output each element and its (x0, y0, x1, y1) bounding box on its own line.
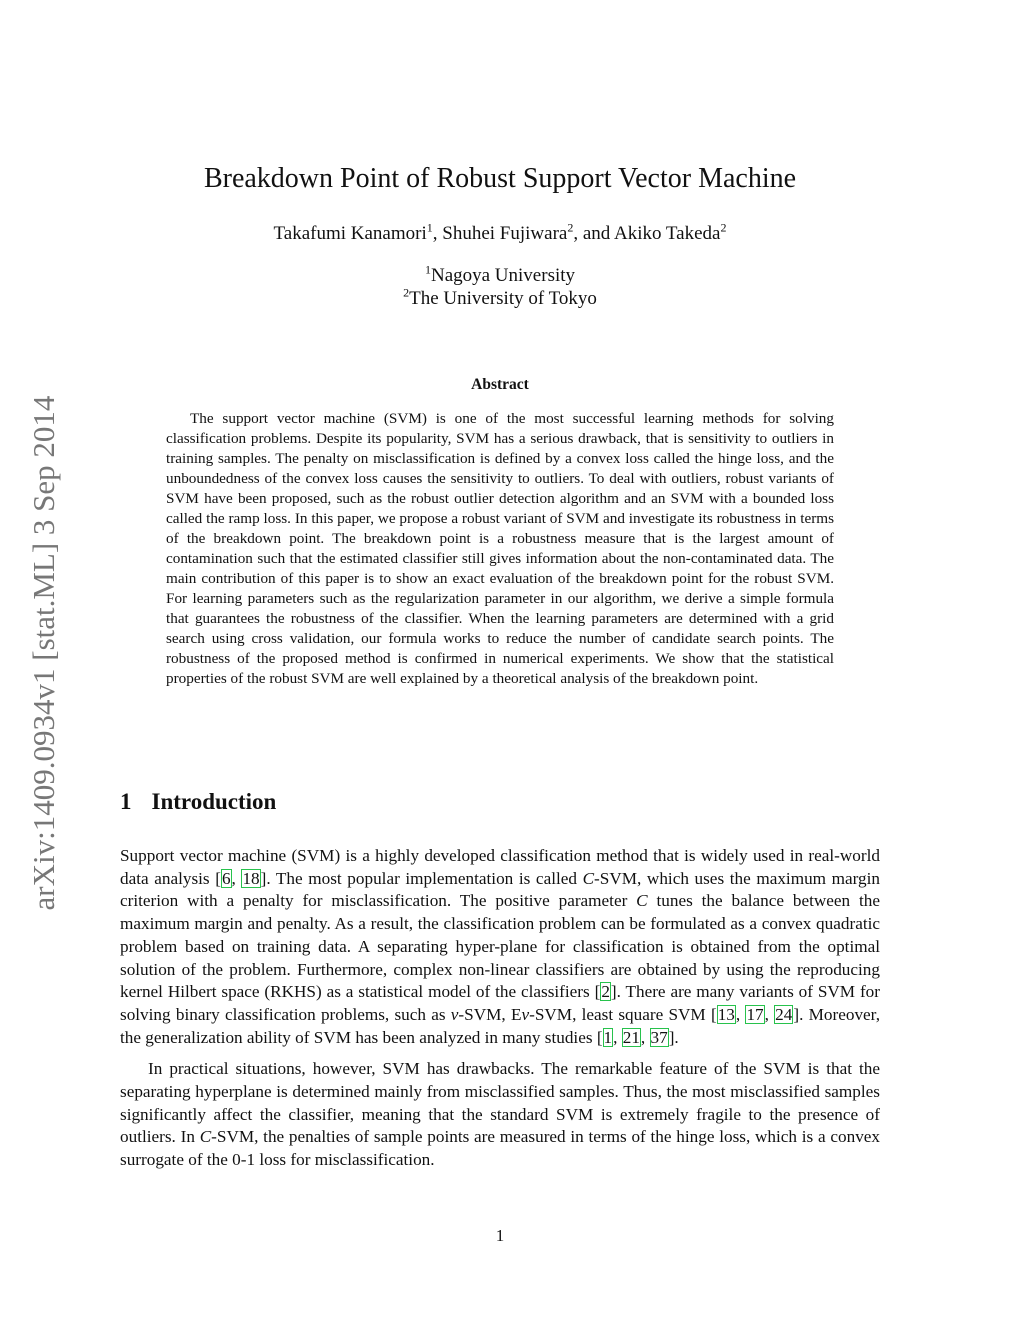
text-run: , (764, 1004, 775, 1024)
math-symbol: C (582, 868, 595, 888)
text-run: , (231, 868, 242, 888)
intro-paragraph (120, 1058, 880, 1172)
text-run: , (735, 1004, 746, 1024)
citation-link[interactable]: 6 (221, 868, 231, 888)
text-run: ]. The most popular implementation is called (260, 868, 583, 888)
math-symbol: ν (521, 1004, 530, 1024)
abstract-heading: Abstract (471, 376, 529, 393)
author-name: Takafumi Kanamori (273, 223, 427, 244)
text-run: In practical situations, however, SVM has drawbacks. The remarkable feature of the SVM is that the separating hyperplane is determined mainly from misclassified samples. Thus, the most misclassified samples significantly affect the classifier, meaning that the standard SVM is extremely fragile to the presence of outliers. In (120, 1059, 880, 1147)
text-run: ]. (668, 1027, 679, 1047)
affiliation-name: Nagoya University (430, 265, 576, 286)
text-run: , (613, 1027, 622, 1047)
author-separator: , (432, 223, 443, 244)
arxiv-identifier-text: arXiv:1409.0934v1 [stat.ML] 3 Sep 2014 (26, 395, 61, 911)
citation-link[interactable]: 24 (775, 1004, 793, 1024)
citation-link[interactable]: 37 (650, 1027, 668, 1047)
abstract-paragraph: The support vector machine (SVM) is one of the most successful learning methods for solving classification problems. Despite its popularity, SVM has a serious drawback, that is sensitivity to outliers in training samples. The penalty on misclassification is defined by a convex loss called the hinge loss, and the unboundedness of the convex loss causes the sensitivity to outliers. To deal with outliers, robust variants of SVM have been proposed, such as the robust outlier detection algorithm and an SVM with a bounded loss called the ramp loss. In this paper, we propose a robust variant of SVM and investigate its robustness in terms of the breakdown point. The breakdown point is a robustness measure that is the largest amount of contamination such that the estimated classifier still gives information about the non-contaminated data. The main contribution of this paper is to show an exact evaluation of the breakdown point for the robust SVM. For learning parameters such as the regularization parameter in our algorithm, we derive a simple formula that guarantees the robustness of the classifier. When the learning parameters are determined with a grid search using cross validation, our formula works to reduce the number of candidate search points. The robustness of the proposed method is confirmed in numerical experiments. We show that the statistical properties of the robust SVM are well explained by a theoretical analysis of the breakdown point. (166, 410, 834, 687)
affiliation-name: The University of Tokyo (409, 288, 597, 309)
text-run: -SVM, least square SVM [ (529, 1004, 717, 1024)
citation-link[interactable]: 13 (717, 1004, 735, 1024)
citation-link[interactable]: 18 (242, 868, 260, 888)
text-run: , (640, 1027, 650, 1047)
author-affiliation-mark: 2 (567, 220, 574, 235)
author-separator: , and (573, 223, 614, 244)
abstract-body (166, 409, 834, 689)
paper-title: Breakdown Point of Robust Support Vector Machine (203, 163, 797, 194)
intro-paragraph (120, 845, 880, 1049)
affiliation-mark: 2 (403, 285, 410, 300)
section-title: Introduction (151, 789, 277, 814)
text-run: -SVM, the penalties of sample points are measured in terms of the hinge loss, which is a convex surrogate of the 0-1 loss for misclassification. (120, 1127, 881, 1170)
section-heading (120, 789, 276, 815)
affiliation-mark: 1 (424, 262, 431, 277)
citation-link[interactable]: 1 (603, 1027, 613, 1047)
section-number: 1 (120, 789, 132, 814)
author-list (120, 220, 880, 245)
author-name: Akiko Takeda (613, 223, 721, 244)
arxiv-identifier-stamp (26, 366, 62, 940)
affiliation (120, 285, 880, 310)
math-symbol: C (636, 891, 648, 911)
text-run: Support vector machine (SVM) is a highly developed classification method that is widely used in real-world data analysis [ (120, 846, 880, 888)
citation-link[interactable]: 2 (601, 982, 610, 1002)
text-run: ]. Moreover, the generalization ability of SVM has been analyzed in many studies [ (120, 1004, 881, 1047)
introduction-body (120, 845, 880, 1181)
affiliation (120, 262, 880, 287)
text-run: -SVM, which uses the maximum margin criterion with a penalty for misclassification. The positive parameter (120, 868, 881, 911)
math-symbol: ν (450, 1004, 459, 1024)
text-run: -SVM, E (458, 1004, 522, 1024)
citation-link[interactable]: 21 (622, 1027, 640, 1047)
text-run: tunes the balance between the maximum margin and penalty. As a result, the classification problem can be formulated as a convex quadratic problem based on training data. A separating hyper-plane for classification is obtained from the optimal solution of the problem. Furthermore, complex non-linear classifiers are obtained by using the reproducing kernel Hilbert space (RKHS) as a statistical model of the classifiers [ (120, 891, 880, 1002)
author-affiliation-mark: 2 (720, 220, 727, 235)
author-affiliation-mark: 1 (426, 220, 433, 235)
math-symbol: C (199, 1127, 212, 1147)
author-name: Shuhei Fujiwara (442, 223, 568, 244)
page-number: 1 (495, 1226, 505, 1245)
text-run: ]. There are many variants of SVM for solving binary classification problems, such as (120, 982, 880, 1024)
citation-link[interactable]: 17 (746, 1004, 764, 1024)
